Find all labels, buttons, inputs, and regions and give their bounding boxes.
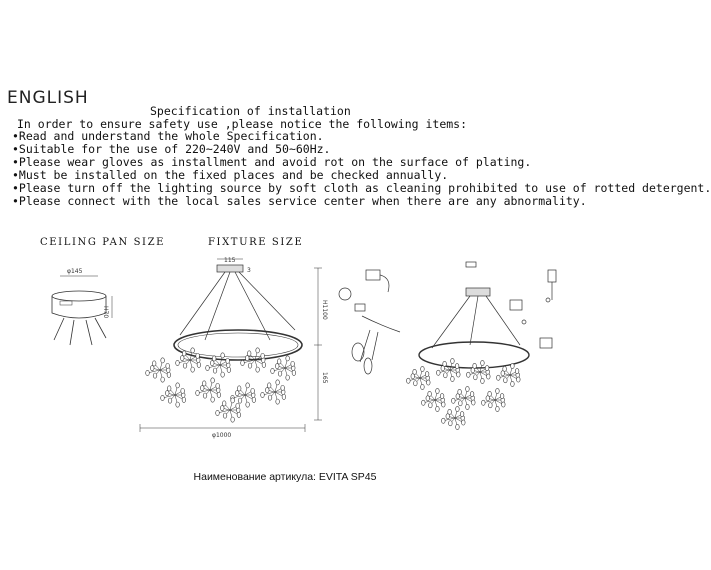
- bulb: [168, 398, 172, 403]
- bulb: [203, 393, 207, 398]
- bulb: [455, 364, 459, 369]
- bulb: [220, 406, 224, 411]
- bulb: [425, 372, 429, 377]
- ceiling-pan-drawing: [52, 268, 112, 345]
- bulb: [238, 398, 242, 403]
- bulb: [460, 412, 464, 417]
- bulb: [502, 402, 506, 407]
- bulb: [281, 385, 285, 390]
- bulb: [166, 363, 170, 368]
- bulb: [443, 361, 447, 366]
- bulb: [180, 356, 184, 361]
- bulb: [422, 400, 426, 405]
- bulb: [227, 367, 231, 372]
- bulb: [226, 358, 230, 363]
- bulb: [265, 388, 269, 393]
- bulb: [231, 417, 235, 422]
- bulb: [248, 363, 252, 368]
- bulb: [421, 384, 425, 389]
- bulb: [414, 381, 418, 386]
- bulb: [442, 402, 446, 407]
- bulb: [268, 395, 272, 400]
- bulb: [231, 398, 235, 403]
- bulb: [440, 394, 444, 399]
- bulb: [444, 373, 448, 378]
- bulb: [462, 420, 466, 425]
- bulb: [241, 360, 245, 365]
- bulb: [247, 351, 251, 356]
- bulb: [237, 412, 241, 417]
- top-width-label: 115: [224, 257, 236, 264]
- ceiling-pan-heading: CEILING PAN SIZE: [40, 237, 166, 248]
- bulb: [275, 364, 279, 369]
- assembled-fixture-drawing: [407, 262, 556, 430]
- bulb: [176, 402, 180, 407]
- bulb: [237, 386, 241, 391]
- bulb: [167, 372, 171, 377]
- bulb: [500, 394, 504, 399]
- article-caption: Наименование артикула: EVITA SP45: [193, 471, 377, 483]
- installation-step-drawing: [339, 270, 400, 374]
- bulb: [466, 386, 470, 391]
- bulb: [277, 359, 281, 364]
- bulb: [261, 353, 265, 358]
- bulb: [291, 361, 295, 366]
- bulb: [235, 391, 239, 396]
- bulb: [150, 366, 154, 371]
- bulb: [449, 421, 453, 426]
- bulb: [276, 380, 280, 385]
- instruction-item: •Please connect with the local sales service center when there are any abnormality.: [12, 193, 587, 208]
- bulb: [210, 361, 214, 366]
- bulb: [442, 418, 446, 423]
- bulb: [176, 383, 180, 388]
- bulb: [216, 410, 220, 415]
- bulb: [448, 409, 452, 414]
- instruction-item: •Please wear gloves as installment and avoid rot on the surface of plating.: [12, 154, 532, 169]
- bulb: [457, 372, 461, 377]
- bulb: [413, 369, 417, 374]
- bulb: [466, 404, 470, 409]
- bulb: [221, 372, 225, 377]
- bulb: [222, 401, 226, 406]
- bulb: [282, 394, 286, 399]
- bulb: [271, 368, 275, 373]
- bulb: [261, 392, 265, 397]
- bulb: [167, 386, 171, 391]
- bulb: [191, 367, 195, 372]
- bulb: [458, 389, 462, 394]
- bulb: [176, 360, 180, 365]
- bulb: [262, 362, 266, 367]
- bulb: [211, 397, 215, 402]
- bulb: [481, 378, 485, 383]
- bulb: [202, 381, 206, 386]
- bulb: [482, 400, 486, 405]
- bulb: [278, 371, 282, 376]
- bulb: [496, 388, 500, 393]
- bulb: [503, 366, 507, 371]
- fixture-drawing: [140, 257, 328, 439]
- bulb: [489, 403, 493, 408]
- pan-diameter-label: φ145: [67, 268, 83, 275]
- fixture-size-heading: FIXTURE SIZE: [208, 237, 304, 248]
- bulb: [196, 390, 200, 395]
- instruction-item: •Read and understand the whole Specification.: [12, 129, 324, 143]
- bulb: [517, 377, 521, 382]
- bulb: [421, 366, 425, 371]
- bulb: [197, 362, 201, 367]
- bulb: [429, 403, 433, 408]
- bulb: [488, 391, 492, 396]
- bulb: [256, 348, 260, 353]
- bulb: [286, 356, 290, 361]
- bulb: [451, 358, 455, 363]
- bulb: [246, 402, 250, 407]
- bulb: [267, 383, 271, 388]
- bulb: [183, 363, 187, 368]
- intro-text: In order to ensure safety use ,please notice the following items:: [17, 117, 468, 131]
- bulb: [221, 353, 225, 358]
- bulb: [496, 406, 500, 411]
- bulb: [256, 367, 260, 372]
- bulb: [451, 376, 455, 381]
- bulb: [213, 368, 217, 373]
- bulb: [511, 363, 515, 368]
- pan-height-label: H70: [102, 306, 109, 319]
- fixture-height-label: H1100: [321, 300, 328, 320]
- bulb: [436, 406, 440, 411]
- instruction-item: •Please turn off the lighting source by soft cloth as cleaning prohibited to use of rotted detergent.: [12, 180, 711, 195]
- bulb: [276, 399, 280, 404]
- bulb: [487, 374, 491, 379]
- bulb: [292, 370, 296, 375]
- bulb: [165, 391, 169, 396]
- bulb: [407, 378, 411, 383]
- bulb: [286, 375, 290, 380]
- bulb: [161, 358, 165, 363]
- bulb: [467, 372, 471, 377]
- bulb: [472, 400, 476, 405]
- bulb: [182, 397, 186, 402]
- bulb: [212, 356, 216, 361]
- bulb: [182, 351, 186, 356]
- bulb: [456, 406, 460, 411]
- bulb: [437, 370, 441, 375]
- bulb: [196, 353, 200, 358]
- bulb: [470, 392, 474, 397]
- bulb: [153, 373, 157, 378]
- bulb: [459, 401, 463, 406]
- bulb: [485, 366, 489, 371]
- bulb: [200, 386, 204, 391]
- bulb: [252, 397, 256, 402]
- bulb: [511, 381, 515, 386]
- bulb: [152, 361, 156, 366]
- bulb: [428, 391, 432, 396]
- bulb: [515, 369, 519, 374]
- instruction-item: •Must be installed on the fixed places and be checked annually.: [12, 167, 449, 182]
- bulb: [456, 424, 460, 429]
- bulb: [236, 403, 240, 408]
- bulb: [161, 395, 165, 400]
- bulb: [211, 378, 215, 383]
- instruction-item: •Suitable for the use of 220~240V and 50~60Hz.: [12, 141, 331, 156]
- bulb: [473, 363, 477, 368]
- bulb: [161, 377, 165, 382]
- bulb: [216, 383, 220, 388]
- bulb: [191, 348, 195, 353]
- bulb-cluster: [407, 358, 521, 429]
- bulb: [181, 388, 185, 393]
- bulb: [452, 398, 456, 403]
- bulb: [245, 356, 249, 361]
- spec-title: Specification of installation: [150, 104, 351, 118]
- language-heading: ENGLISH: [7, 88, 89, 108]
- bulb: [497, 375, 501, 380]
- bulb: [251, 388, 255, 393]
- bulb: [474, 375, 478, 380]
- bulb: [223, 413, 227, 418]
- bulb: [436, 388, 440, 393]
- bulb: [206, 365, 210, 370]
- fixture-diameter-label: φ1000: [212, 432, 232, 439]
- bulb: [146, 370, 150, 375]
- bulb: [504, 378, 508, 383]
- bulb: [246, 383, 250, 388]
- top-height-label: 3: [247, 267, 251, 274]
- bulb: [481, 360, 485, 365]
- bulb: [427, 380, 431, 385]
- lower-height-label: 165: [321, 372, 328, 384]
- bulb: [217, 392, 221, 397]
